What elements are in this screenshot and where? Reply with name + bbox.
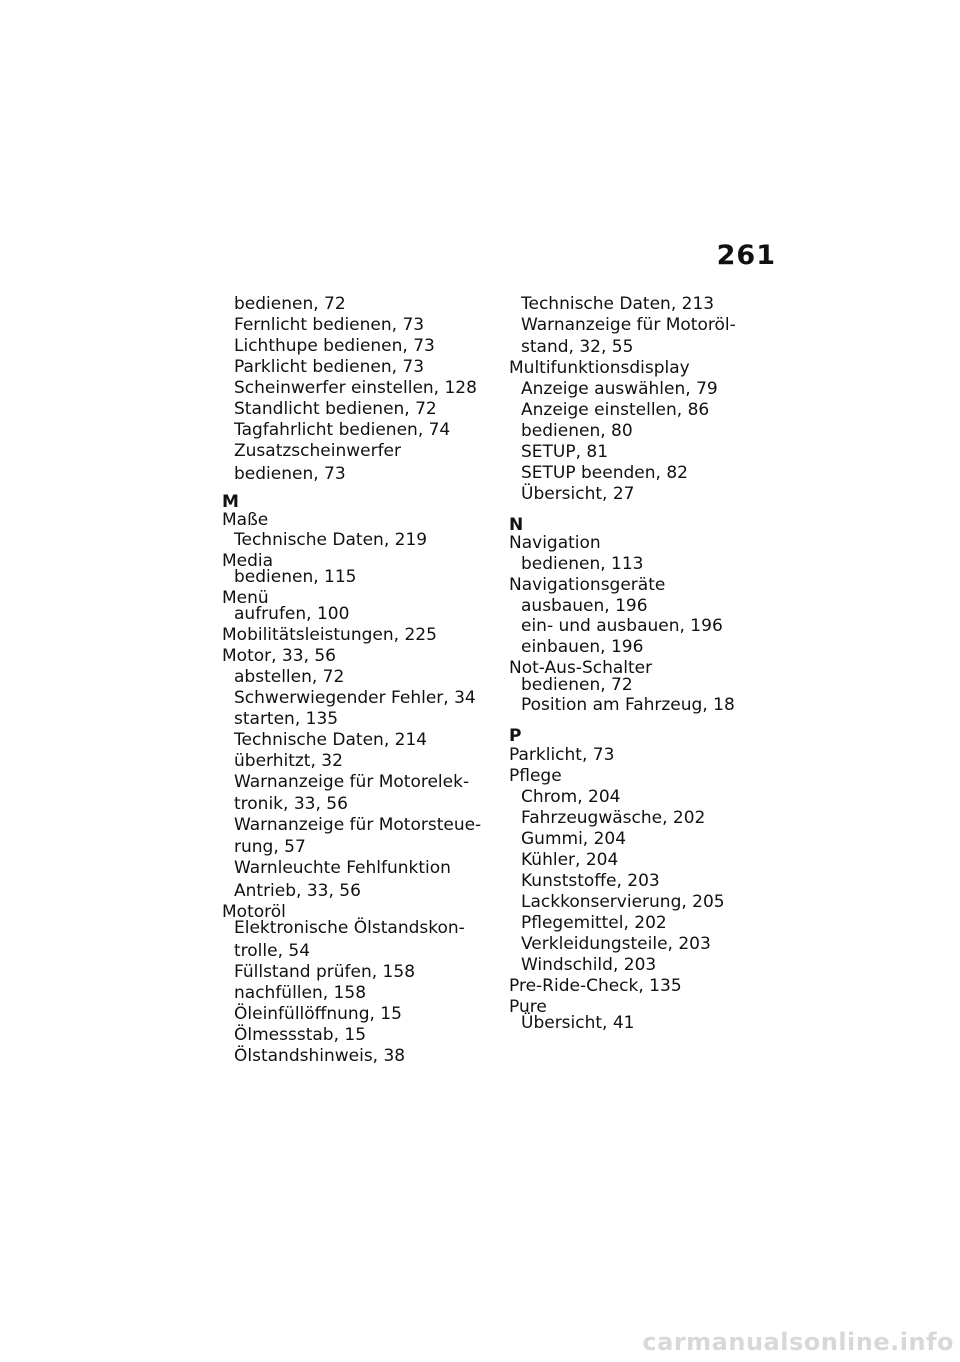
- index-entry: Media: [222, 551, 274, 571]
- index-entry: Motor, 33, 56: [222, 646, 337, 666]
- index-subentry: Pflegemittel, 202: [521, 913, 667, 933]
- index-subentry: Tagfahrlicht bedienen, 74: [234, 420, 451, 440]
- index-subentry: Kühler, 204: [521, 850, 619, 870]
- index-subentry: Ölstandshinweis, 38: [234, 1046, 406, 1066]
- index-entry: Multifunktionsdisplay: [509, 358, 690, 378]
- index-subentry: SETUP beenden, 82: [521, 463, 688, 483]
- index-subentry: Übersicht, 41: [521, 1013, 635, 1033]
- index-subentry: Anzeige einstellen, 86: [521, 400, 710, 420]
- index-subentry: bedienen, 73: [234, 464, 346, 484]
- index-entry: Pflege: [509, 766, 562, 786]
- index-subentry: Verkleidungsteile, 203: [521, 934, 711, 954]
- index-subentry: bedienen, 72: [234, 294, 346, 314]
- index-subentry: überhitzt, 32: [234, 751, 343, 771]
- index-subentry: Technische Daten, 219: [234, 530, 428, 550]
- index-subentry: Position am Fahrzeug, 18: [521, 695, 735, 715]
- index-subentry: Elektronische Ölstandskon-: [234, 918, 465, 938]
- index-subentry: Übersicht, 27: [521, 484, 635, 504]
- footer-watermark-url: carmanualsonline.info: [642, 1328, 954, 1356]
- index-subentry: Warnanzeige für Motorsteue-: [234, 815, 482, 835]
- index-subentry: ausbauen, 196: [521, 596, 648, 616]
- index-subentry: aufrufen, 100: [234, 604, 350, 624]
- index-subentry: Füllstand prüfen, 158: [234, 962, 416, 982]
- index-subentry: Fernlicht bedienen, 73: [234, 315, 425, 335]
- index-subentry: Lichthupe bedienen, 73: [234, 336, 435, 356]
- index-subentry: bedienen, 113: [521, 554, 644, 574]
- index-subentry: Ölmessstab, 15: [234, 1025, 367, 1045]
- index-subentry: Fahrzeugwäsche, 202: [521, 808, 706, 828]
- index-subentry: abstellen, 72: [234, 667, 345, 687]
- index-subentry: starten, 135: [234, 709, 339, 729]
- index-entry: Not-Aus-Schalter: [509, 658, 653, 678]
- index-subentry: Technische Daten, 214: [234, 730, 428, 750]
- index-subentry: Parklicht bedienen, 73: [234, 357, 425, 377]
- index-subentry: SETUP, 81: [521, 442, 609, 462]
- index-subentry: stand, 32, 55: [521, 337, 634, 357]
- page-number: 261: [716, 240, 776, 271]
- index-subentry: Zusatzscheinwerfer: [234, 441, 402, 461]
- index-subentry: nachfüllen, 158: [234, 983, 367, 1003]
- index-subentry: Standlicht bedienen, 72: [234, 399, 437, 419]
- index-subentry: Gummi, 204: [521, 829, 627, 849]
- index-section-letter: N: [509, 515, 524, 535]
- index-entry: Navigationsgeräte: [509, 575, 666, 595]
- index-entry: Maße: [222, 510, 269, 530]
- index-subentry: Windschild, 203: [521, 955, 657, 975]
- index-subentry: Chrom, 204: [521, 787, 621, 807]
- index-subentry: Warnleuchte Fehlfunktion: [234, 858, 451, 878]
- index-subentry: bedienen, 80: [521, 421, 633, 441]
- index-subentry: Kunststoffe, 203: [521, 871, 660, 891]
- index-subentry: Warnanzeige für Motoröl-: [521, 315, 736, 335]
- index-subentry: Antrieb, 33, 56: [234, 881, 361, 901]
- index-entry: Navigation: [509, 533, 601, 553]
- index-section-letter: P: [509, 726, 522, 746]
- index-entry: Menü: [222, 588, 269, 608]
- index-subentry: Warnanzeige für Motorelek-: [234, 772, 470, 792]
- index-subentry: rung, 57: [234, 837, 306, 857]
- index-subentry: Lackkonservierung, 205: [521, 892, 725, 912]
- index-entry: Motoröl: [222, 902, 286, 922]
- index-subentry: bedienen, 72: [521, 675, 633, 695]
- index-subentry: trolle, 54: [234, 941, 311, 961]
- index-subentry: bedienen, 115: [234, 567, 357, 587]
- index-entry: Mobilitätsleistungen, 225: [222, 625, 437, 645]
- index-subentry: einbauen, 196: [521, 637, 644, 657]
- index-entry: Pure: [509, 997, 547, 1017]
- index-entry: Pre-Ride-Check, 135: [509, 976, 682, 996]
- index-subentry: tronik, 33, 56: [234, 794, 348, 814]
- index-subentry: ein- und ausbauen, 196: [521, 616, 723, 636]
- index-subentry: Scheinwerfer einstellen, 128: [234, 378, 477, 398]
- index-subentry: Anzeige auswählen, 79: [521, 379, 718, 399]
- index-subentry: Technische Daten, 213: [521, 294, 715, 314]
- index-section-letter: M: [222, 492, 239, 512]
- index-subentry: Schwerwiegender Fehler, 34: [234, 688, 476, 708]
- index-subentry: Öleinfüllöffnung, 15: [234, 1004, 402, 1024]
- index-entry: Parklicht, 73: [509, 745, 615, 765]
